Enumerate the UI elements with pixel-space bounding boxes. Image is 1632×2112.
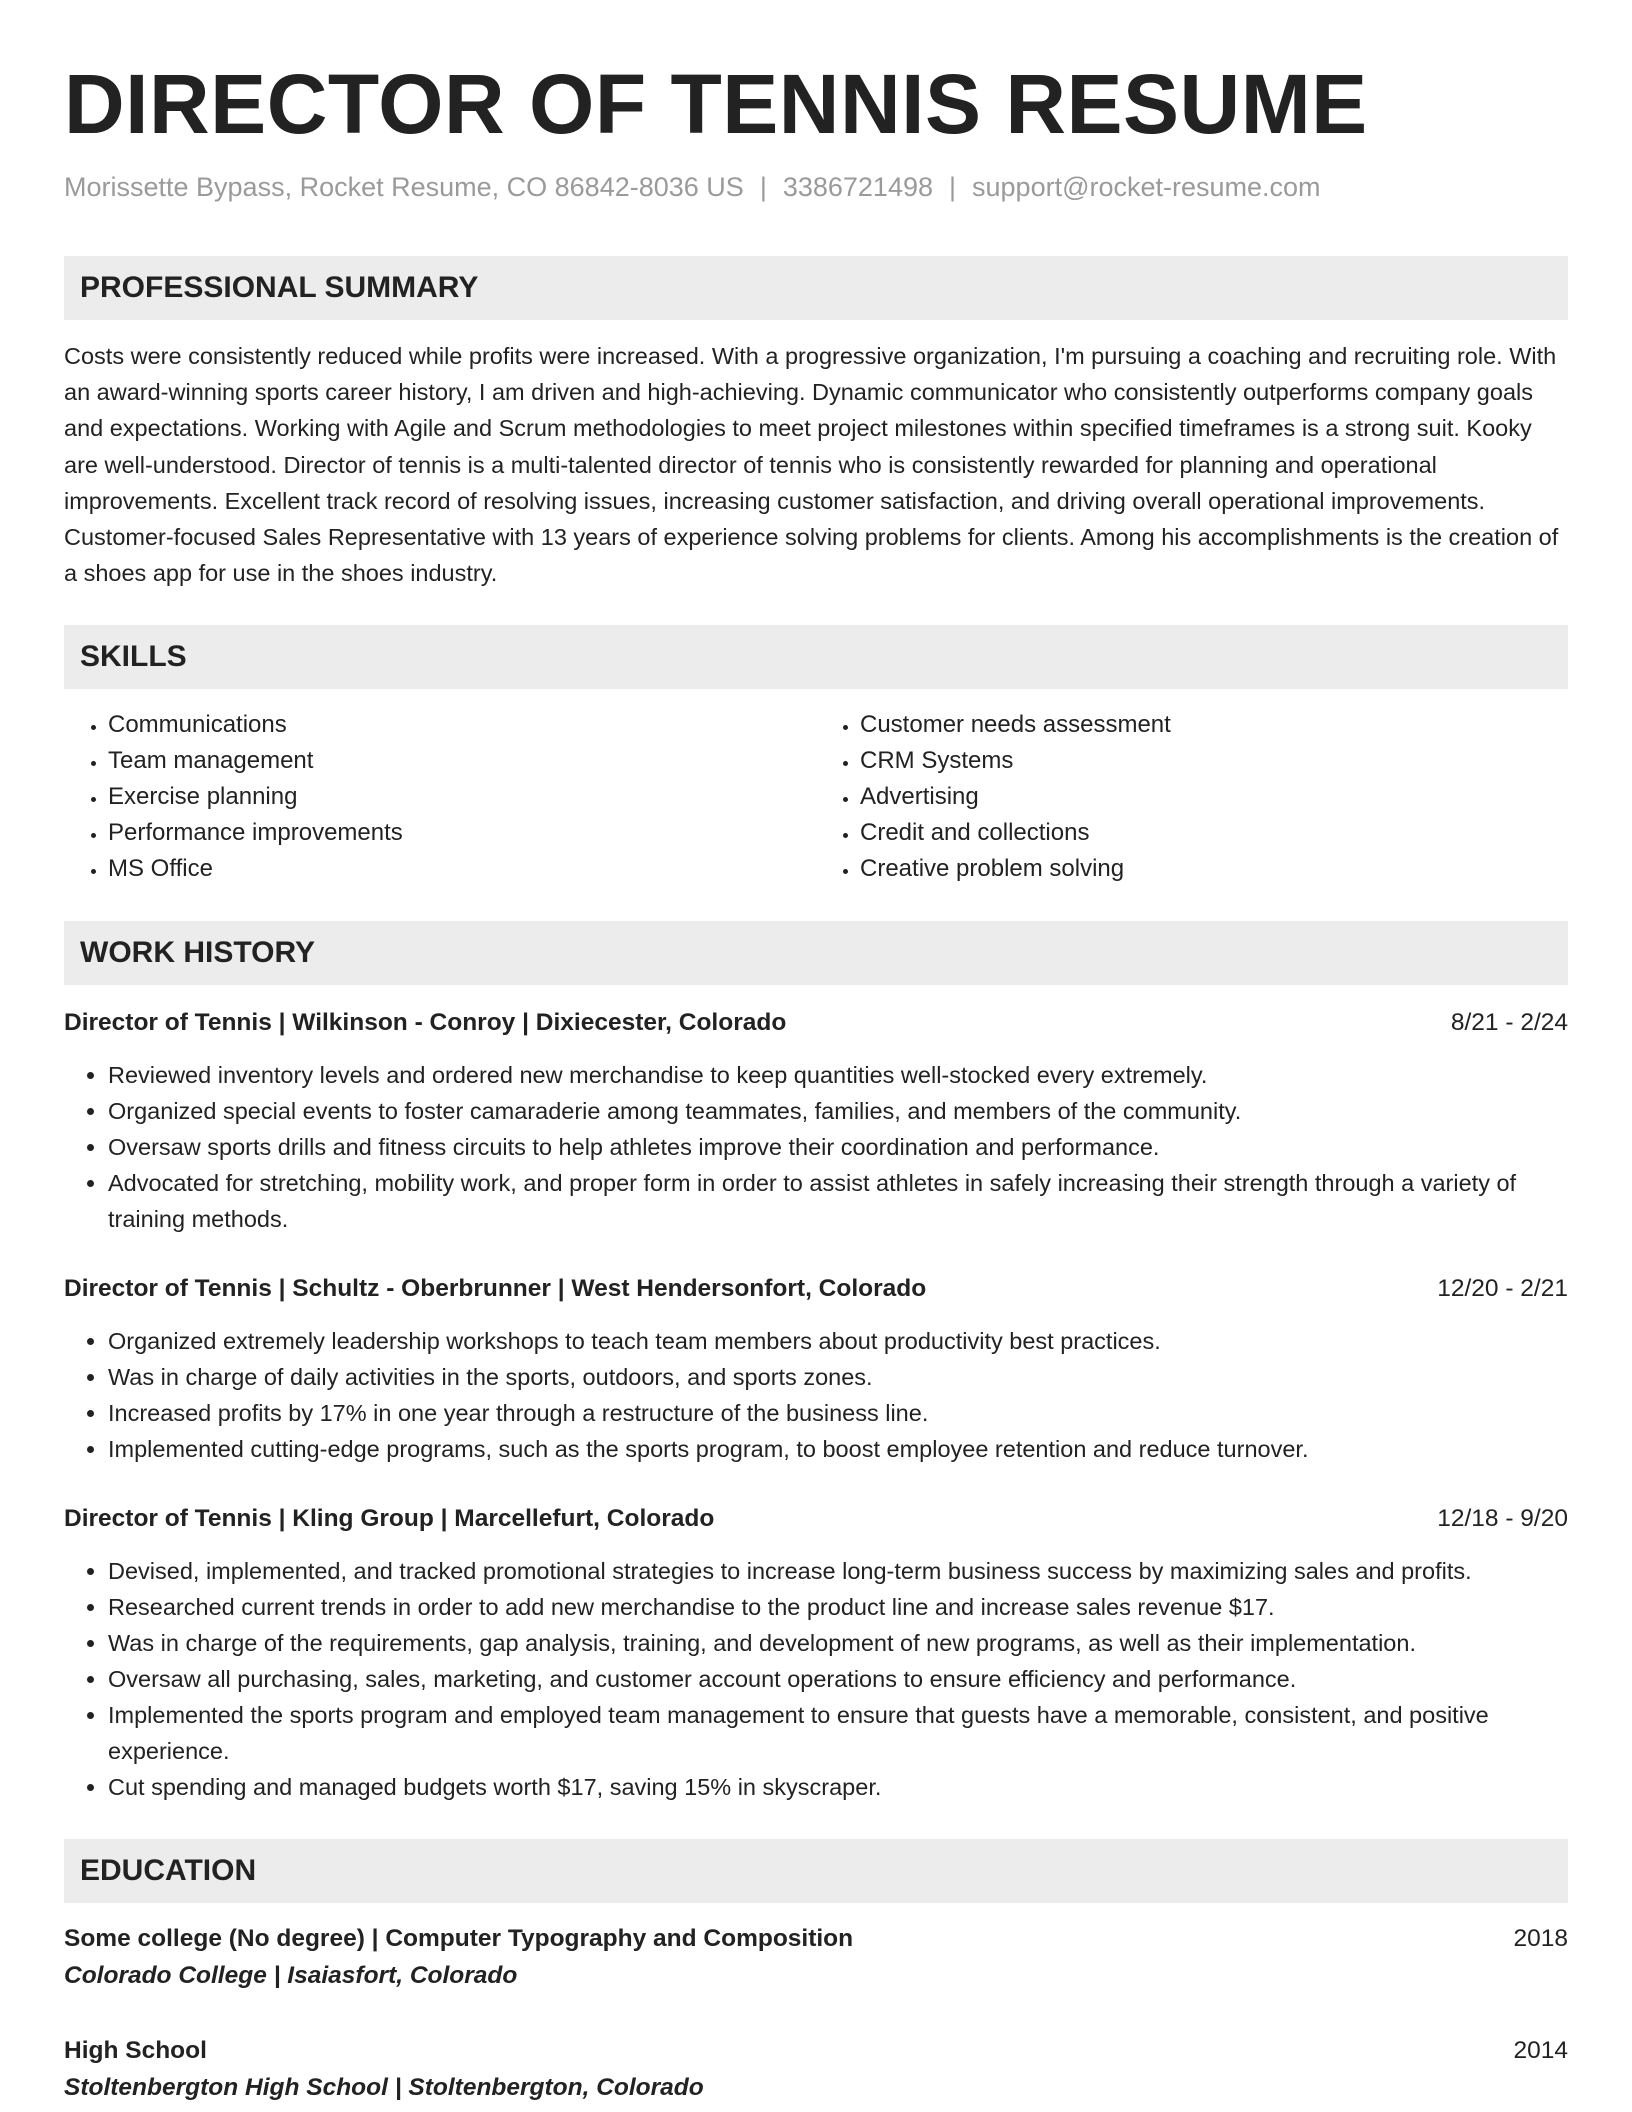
skill-item: • CRM Systems	[860, 743, 1568, 779]
job-title: Director of Tennis | Schultz - Oberbrunner | West Hendersonfort, Colorado	[64, 1275, 927, 1303]
education-header	[64, 2033, 1568, 2069]
skill-item: • Team management	[108, 743, 816, 779]
job-dates: 12/18 - 9/20	[1437, 1505, 1568, 1533]
job-dates: 8/21 - 2/24	[1450, 1009, 1568, 1037]
job-bullet: • Increased profits by 17% in one year through a restructure of the business line.	[108, 1395, 1568, 1431]
job-header	[64, 1005, 1568, 1041]
section-header-skills: SKILLS	[64, 625, 1568, 689]
job-bullets	[64, 1323, 1568, 1467]
job-bullet: • Organized extremely leadership workshops to teach team members about productivity best practices.	[108, 1323, 1568, 1359]
contact-separator: |	[949, 172, 957, 202]
education-entry	[64, 1921, 1568, 1995]
section-header-education: EDUCATION	[64, 1839, 1568, 1903]
skills-list	[64, 707, 1568, 887]
education-year: 2018	[1513, 1925, 1568, 1953]
skill-item: • Customer needs assessment	[860, 707, 1568, 743]
job-bullet: • Implemented the sports program and employed team management to ensure that guests have a memorable, consistent, and positive experience.	[108, 1697, 1568, 1769]
education-school: Stoltenbergton High School | Stoltenbergton, Colorado	[64, 2074, 704, 2102]
job-bullet: • Oversaw sports drills and fitness circuits to help athletes improve their coordination and performance.	[108, 1129, 1568, 1165]
summary-text: Costs were consistently reduced while profits were increased. With a progressive organization, I'm pursuing a coaching and recruiting role. With an award-winning sports career history, I am driven and high-achieving. Dynamic communicator who consistently outperforms company goals and expectations. Working with Agile and Scrum methodologies to meet project milestones within specified timeframes is a strong suit. Kooky are well-understood. Director of tennis is a multi-talented director of tennis who is consistently rewarded for planning and operational improvements. Excellent track record of resolving issues, increasing customer satisfaction, and driving overall operational improvements. Customer-focused Sales Representative with 13 years of experience solving problems for clients. Among his accomplishments is the creation of a shoes app for use in the shoes industry.	[64, 343, 1559, 587]
skill-item: • Credit and collections	[860, 815, 1568, 851]
job-header	[64, 1501, 1568, 1537]
contact-separator: |	[759, 172, 767, 202]
job-bullets	[64, 1057, 1568, 1237]
job-bullet: • Organized special events to foster camaraderie among teammates, families, and members of the community.	[108, 1093, 1568, 1129]
resume-title: DIRECTOR OF TENNIS RESUME	[64, 57, 1368, 151]
education-header	[64, 1921, 1568, 1957]
skill-item: • Exercise planning	[108, 779, 816, 815]
job-bullet: • Implemented cutting-edge programs, such as the sports program, to boost employee retention and reduce turnover.	[108, 1431, 1568, 1467]
skills-column-left	[64, 707, 816, 887]
job-bullet: • Was in charge of daily activities in the sports, outdoors, and sports zones.	[108, 1359, 1568, 1395]
section-header-work-history: WORK HISTORY	[64, 921, 1568, 985]
education-year: 2014	[1513, 2037, 1568, 2065]
skill-item: • MS Office	[108, 851, 816, 887]
job-bullet: • Devised, implemented, and tracked promotional strategies to increase long-term business success by maximizing sales and profits.	[108, 1553, 1568, 1589]
job-bullet: • Reviewed inventory levels and ordered new merchandise to keep quantities well-stocked every extremely.	[108, 1057, 1568, 1093]
job-bullet: • Was in charge of the requirements, gap analysis, training, and development of new programs, as well as their implementation.	[108, 1625, 1568, 1661]
education-school: Colorado College | Isaiasfort, Colorado	[64, 1962, 518, 1990]
job-bullets	[64, 1553, 1568, 1805]
skill-item: • Creative problem solving	[860, 851, 1568, 887]
education-title: High School	[64, 2037, 207, 2065]
job-entry	[64, 1501, 1568, 1805]
job-header	[64, 1271, 1568, 1307]
contact-address: Morissette Bypass, Rocket Resume, CO 86842-8036 US	[64, 172, 744, 202]
job-title: Director of Tennis | Kling Group | Marcellefurt, Colorado	[64, 1505, 715, 1533]
contact-phone: 3386721498	[782, 172, 933, 202]
job-bullet: • Researched current trends in order to add new merchandise to the product line and increase sales revenue $17.	[108, 1589, 1568, 1625]
education-title: Some college (No degree) | Computer Typography and Composition	[64, 1925, 854, 1953]
skill-item: • Advertising	[860, 779, 1568, 815]
contact-email: support@rocket-resume.com	[972, 172, 1321, 202]
section-header-summary: PROFESSIONAL SUMMARY	[64, 256, 1568, 320]
job-bullet: • Cut spending and managed budgets worth $17, saving 15% in skyscraper.	[108, 1769, 1568, 1805]
job-dates: 12/20 - 2/21	[1437, 1275, 1568, 1303]
contact-line	[64, 170, 1568, 204]
skill-item: • Communications	[108, 707, 816, 743]
job-entry	[64, 1005, 1568, 1237]
skills-column-right	[816, 707, 1568, 887]
job-bullet: • Advocated for stretching, mobility work, and proper form in order to assist athletes in safely increasing their strength through a variety of training methods.	[108, 1165, 1568, 1237]
education-entry	[64, 2033, 1568, 2107]
skill-item: • Performance improvements	[108, 815, 816, 851]
job-entry	[64, 1271, 1568, 1467]
job-bullet: • Oversaw all purchasing, sales, marketing, and customer account operations to ensure efficiency and performance.	[108, 1661, 1568, 1697]
job-title: Director of Tennis | Wilkinson - Conroy | Dixiecester, Colorado	[64, 1009, 787, 1037]
